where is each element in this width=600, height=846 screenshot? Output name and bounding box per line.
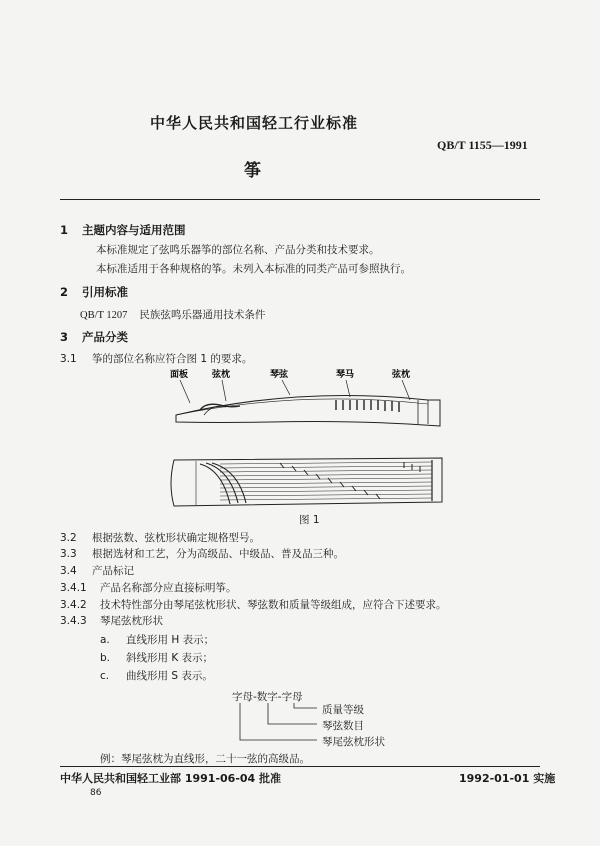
header-rule (60, 199, 540, 200)
label-xianzhen-tail: 弦枕 (392, 370, 411, 380)
label-qinma: 琴马 (336, 370, 355, 380)
label-qinxian: 琴弦 (270, 370, 289, 380)
footer-rule (60, 766, 540, 767)
legend-quality-grade: 质量等级 (322, 704, 364, 716)
clause-3-4-1: 3.4.1 产品名称部分应直接标明筝。 (60, 582, 237, 594)
clause-3-4: 3.4 产品标记 (60, 565, 134, 577)
section-1-para-1: 本标准规定了弦鸣乐器筝的部位名称、产品分类和技术要求。 (96, 244, 380, 256)
standard-code: QB/T 1155—1991 (437, 138, 528, 152)
page-number: 86 (90, 788, 102, 798)
head-curves-top (200, 463, 246, 504)
label-xianzhen-head: 弦枕 (212, 370, 231, 380)
section-1-para-2: 本标准适用于各种规格的筝。未列入本标准的同类产品可参照执行。 (96, 263, 411, 275)
legend-tail-shape: 琴尾弦枕形状 (322, 736, 385, 748)
reference-title: 民族弦鸣乐器通用技术条件 (139, 309, 266, 321)
bridges-side (336, 400, 399, 412)
reference-code: QB/T 1207 (80, 310, 128, 321)
label-mianban: 面板 (170, 370, 189, 380)
reference-standard (80, 307, 265, 322)
zither-side-view (176, 395, 440, 426)
list-item: c. 曲线形用 S 表示。 (100, 670, 213, 682)
clause-3-4-2: 3.4.2 技术特性部分由琴尾弦枕形状、琴弦数和质量等级组成，应符合下述要求。 (60, 599, 447, 611)
section-2-heading: 2 引用标准 (60, 285, 128, 299)
bridges-top (280, 462, 420, 499)
marking-pattern: 字母-数字-字母 (232, 691, 303, 703)
clause-3-2: 3.2 根据弦数、弦枕形状确定规格型号。 (60, 532, 260, 544)
figure-caption: 图 1 (299, 514, 320, 526)
effective-date: 1992-01-01 实施 (459, 772, 556, 785)
legend-string-count: 琴弦数目 (322, 720, 364, 732)
standard-issuer-title: 中华人民共和国轻工行业标准 (150, 114, 359, 132)
approval-line: 中华人民共和国轻工业部 1991-06-04 批准 (60, 772, 282, 785)
section-3-heading: 3 产品分类 (60, 330, 128, 344)
example-text: 例：琴尾弦枕为直线形，二十一弦的高级品。 (100, 753, 310, 765)
strings-top (220, 462, 432, 500)
list-item: b. 斜线形用 K 表示； (100, 652, 214, 664)
clause-3-4-3: 3.4.3 琴尾弦枕形状 (60, 615, 163, 627)
clause-3-1: 3.1 筝的部位名称应符合图 1 的要求。 (60, 353, 253, 365)
document-title: 筝 (244, 161, 261, 181)
marking-bracket-lines (230, 700, 320, 750)
clause-3-3: 3.3 根据选材和工艺，分为高级品、中级品、普及品三种。 (60, 548, 344, 560)
zither-figure (160, 360, 460, 520)
section-1-heading: 1 主题内容与适用范围 (60, 223, 186, 237)
list-item: a. 直线形用 H 表示； (100, 634, 215, 646)
